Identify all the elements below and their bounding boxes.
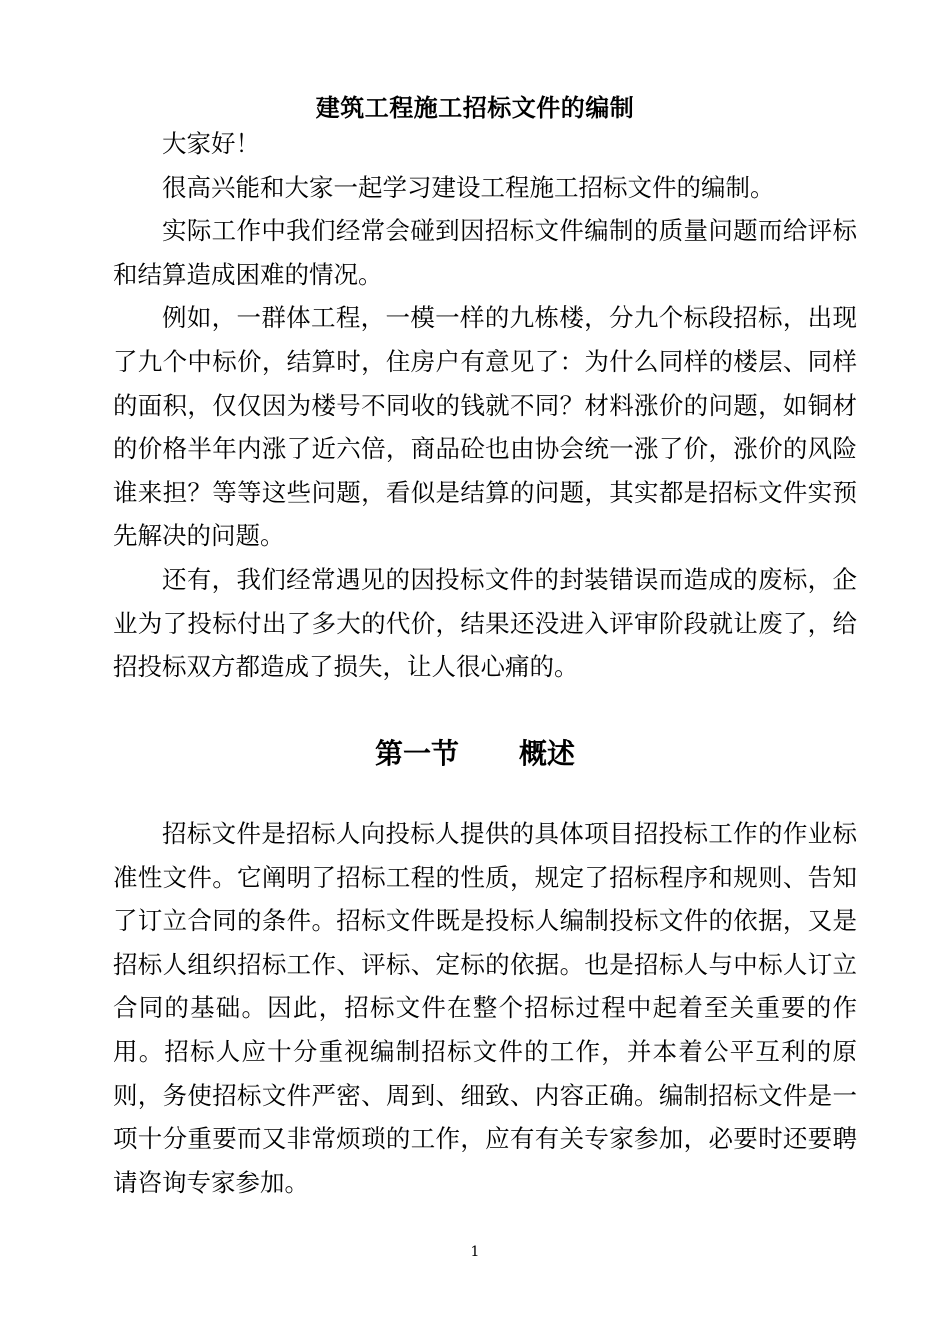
intro-paragraph-welcome: 很高兴能和大家一起学习建设工程施工招标文件的编制。 [162,172,775,202]
intro-paragraph-greeting: 大家好！ [162,129,260,158]
page-number: 1 [470,1244,480,1260]
intro-text-block [113,122,857,689]
intro-paragraph-example: 例如，一群体工程，一模一样的九栋楼，分九个标段招标，出现了九个中标价，结算时，住房户有意见了：为什么同样的楼层、同样的面积，仅仅因为楼号不同收的钱就不同？材料涨价的问题，如铜材的价格半年内涨了近六倍，商品砼也由协会统一涨了价，涨价的风险谁来担？等等这些问题，看似是结算的问题，其实都是招标文件实预先解决的问题。 [113,303,857,551]
intro-paragraph-problem: 实际工作中我们经常会碰到因招标文件编制的质量问题而给评标和结算造成困难的情况。 [113,216,857,289]
intro-paragraph-invalid-bids: 还有，我们经常遇见的因投标文件的封装错误而造成的废标，企业为了投标付出了多大的代价，结果还没进入评审阶段就让废了，给招投标双方都造成了损失，让人很心痛的。 [113,564,857,682]
section-paragraph-overview: 招标文件是招标人向投标人提供的具体项目招投标工作的作业标准性文件。它阐明了招标工程的性质，规定了招标程序和规则、告知了订立合同的条件。招标文件既是投标人编制投标文件的依据，又是招标人组织招标工作、评标、定标的依据。也是招标人与中标人订立合同的基础。因此，招标文件在整个招标过程中起着至关重要的作用。招标人应十分重视编制招标文件的工作，并本着公平互利的原则，务使招标文件严密、周到、细致、内容正确。编制招标文件是一项十分重要而又非常烦琐的工作，应有有关专家参加，必要时还要聘请咨询专家参加。 [113,819,857,1197]
section-heading [0,733,950,775]
document-title: 建筑工程施工招标文件的编制 [315,93,635,122]
section-text-block [113,812,857,1204]
section-title: 概述 [519,737,576,770]
section-number: 第一节 [374,737,459,770]
